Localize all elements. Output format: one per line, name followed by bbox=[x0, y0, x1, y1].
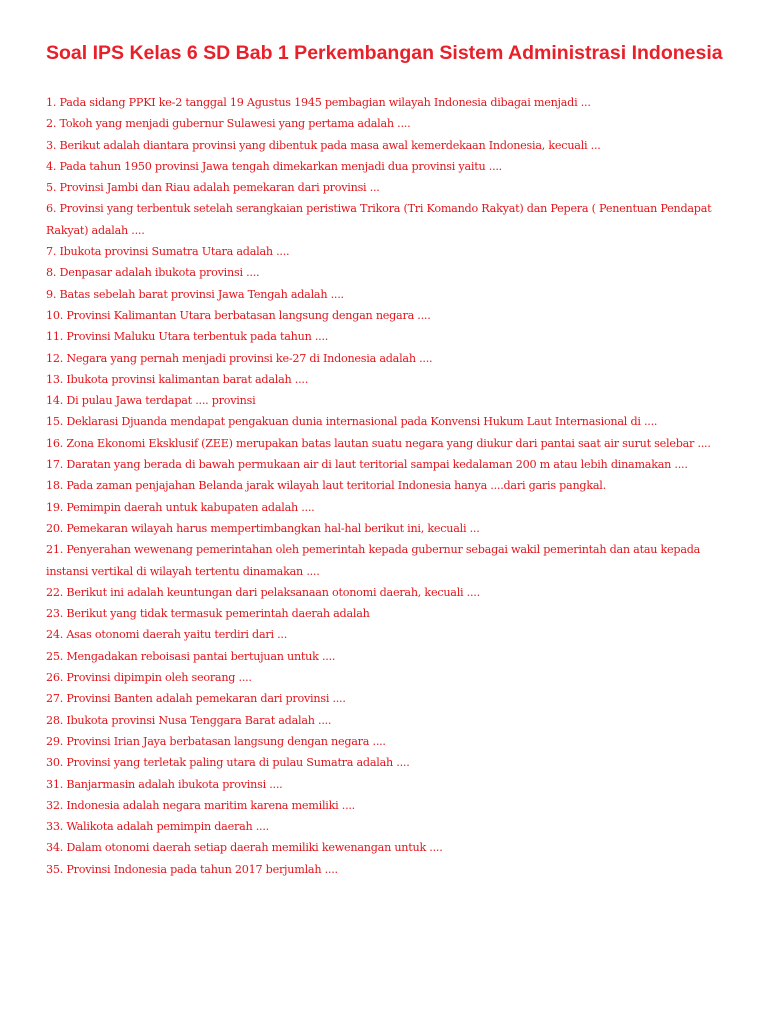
question-item: 20. Pemekaran wilayah harus mempertimbangkan hal-hal berikut ini, kecuali ... bbox=[46, 521, 480, 535]
question-list bbox=[46, 92, 726, 880]
question-item: 3. Berikut adalah diantara provinsi yang dibentuk pada masa awal kemerdekaan Indonesia, kecuali ... bbox=[46, 138, 601, 152]
question-item: 1. Pada sidang PPKI ke-2 tanggal 19 Agustus 1945 pembagian wilayah Indonesia dibagai menjadi ... bbox=[46, 96, 591, 109]
question-item: 4. Pada tahun 1950 provinsi Jawa tengah dimekarkan menjadi dua provinsi yaitu .... bbox=[46, 159, 502, 173]
question-item: 31. Banjarmasin adalah ibukota provinsi .... bbox=[46, 777, 283, 791]
question-item: 10. Provinsi Kalimantan Utara berbatasan langsung dengan negara .... bbox=[46, 308, 431, 322]
question-item: 9. Batas sebelah barat provinsi Jawa Tengah adalah .... bbox=[46, 287, 344, 301]
question-item: 34. Dalam otonomi daerah setiap daerah memiliki kewenangan untuk .... bbox=[46, 841, 443, 855]
question-item: 17. Daratan yang berada di bawah permukaan air di laut teritorial sampai kedalaman 200 m atau lebih dinamakan .... bbox=[46, 458, 688, 472]
question-item: 24. Asas otonomi daerah yaitu terdiri dari ... bbox=[46, 628, 288, 642]
question-item: 33. Walikota adalah pemimpin daerah .... bbox=[46, 820, 269, 834]
question-item: 25. Mengadakan reboisasi pantai bertujuan untuk .... bbox=[46, 649, 336, 663]
question-item: 11. Provinsi Maluku Utara terbentuk pada tahun .... bbox=[46, 330, 329, 344]
question-item: 26. Provinsi dipimpin oleh seorang .... bbox=[46, 671, 252, 685]
question-item: 29. Provinsi Irian Jaya berbatasan langsung dengan negara .... bbox=[46, 734, 386, 748]
question-item: 16. Zona Ekonomi Eksklusif (ZEE) merupakan batas lautan suatu negara yang diukur dari pantai saat air surut selebar .... bbox=[46, 436, 711, 450]
question-item: 5. Provinsi Jambi dan Riau adalah pemekaran dari provinsi ... bbox=[46, 181, 380, 195]
question-item: 15. Deklarasi Djuanda mendapat pengakuan dunia internasional pada Konvensi Hukum Laut Internasional di .... bbox=[46, 415, 658, 429]
question-item: 6. Provinsi yang terbentuk setelah serangkaian peristiwa Trikora (Tri Komando Rakyat) dan Pepera ( Penentuan Pendapat Rakyat) adalah .... bbox=[46, 202, 712, 237]
question-item: 18. Pada zaman penjajahan Belanda jarak wilayah laut teritorial Indonesia hanya ....dari garis pangkal. bbox=[46, 479, 606, 493]
question-item: 14. Di pulau Jawa terdapat .... provinsi bbox=[46, 394, 256, 408]
question-item: 32. Indonesia adalah negara maritim karena memiliki .... bbox=[46, 798, 355, 812]
question-item: 35. Provinsi Indonesia pada tahun 2017 berjumlah .... bbox=[46, 862, 338, 876]
question-item: 30. Provinsi yang terletak paling utara di pulau Sumatra adalah .... bbox=[46, 756, 410, 770]
question-item: 12. Negara yang pernah menjadi provinsi ke-27 di Indonesia adalah .... bbox=[46, 351, 433, 365]
question-item: 21. Penyerahan wewenang pemerintahan oleh pemerintah kepada gubernur sebagai wakil pemerintah dan atau kepada instansi vertikal di wilayah tertentu dinamakan .... bbox=[46, 543, 701, 578]
question-item: 19. Pemimpin daerah untuk kabupaten adalah .... bbox=[46, 500, 315, 514]
question-item: 27. Provinsi Banten adalah pemekaran dari provinsi .... bbox=[46, 692, 346, 706]
question-item: 2. Tokoh yang menjadi gubernur Sulawesi yang pertama adalah .... bbox=[46, 117, 411, 131]
question-item: 8. Denpasar adalah ibukota provinsi .... bbox=[46, 266, 260, 280]
question-item: 7. Ibukota provinsi Sumatra Utara adalah .... bbox=[46, 245, 290, 259]
question-item: 13. Ibukota provinsi kalimantan barat adalah .... bbox=[46, 372, 308, 386]
question-item: 23. Berikut yang tidak termasuk pemerintah daerah adalah bbox=[46, 607, 370, 621]
question-item: 22. Berikut ini adalah keuntungan dari pelaksanaan otonomi daerah, kecuali .... bbox=[46, 585, 480, 599]
question-item: 28. Ibukota provinsi Nusa Tenggara Barat adalah .... bbox=[46, 713, 332, 727]
document-title: Soal IPS Kelas 6 SD Bab 1 Perkembangan Sistem Administrasi Indonesia bbox=[46, 42, 723, 64]
